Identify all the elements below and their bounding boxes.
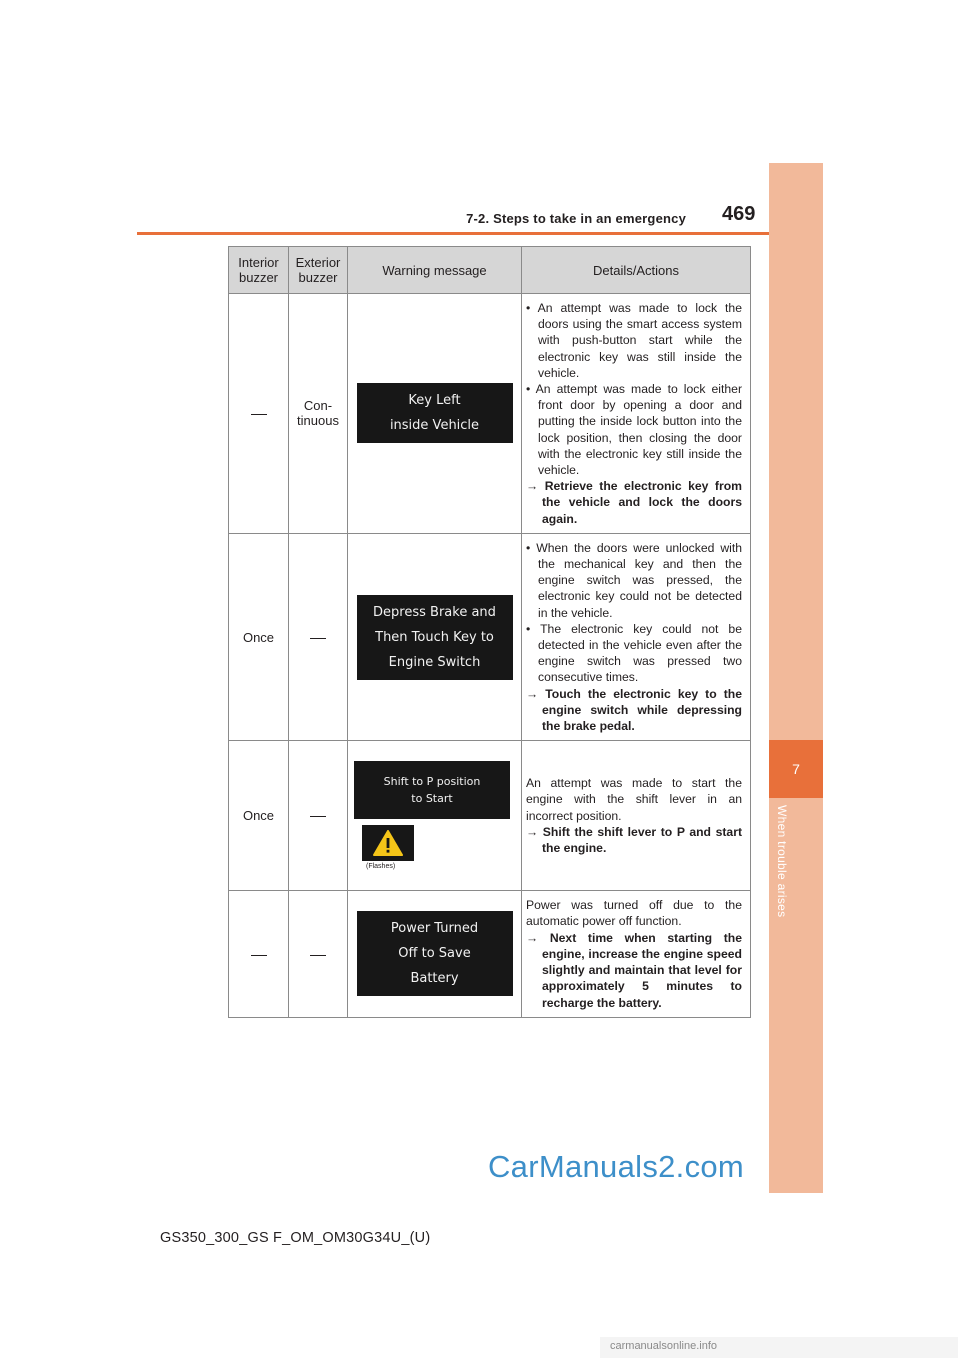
detail-bullet: • The electronic key could not be detected in the vehicle even after the engine switch was pressed two consecutive times. xyxy=(526,621,742,685)
detail-text: Power was turned off due to the automatic power off function. xyxy=(526,898,742,929)
display-image-power-turned-off xyxy=(357,911,513,996)
table-row xyxy=(229,741,751,891)
display-line: Off to Save xyxy=(398,946,471,962)
detail-text: An attempt was made to start the engine with the shift lever in an incorrect position. xyxy=(526,776,742,823)
buzzer-value: Once xyxy=(242,808,275,824)
dash xyxy=(310,816,326,817)
table-row xyxy=(229,533,751,740)
warning-message-cell xyxy=(348,533,522,740)
header-exterior-buzzer: Exterior buzzer xyxy=(289,247,348,294)
display-line: Engine Switch xyxy=(388,654,481,670)
detail-bullet: • An attempt was made to lock the doors using the smart access system with push-button start while the electronic key was still inside the vehicle. xyxy=(526,301,742,380)
detail-action: → Retrieve the electronic key from the vehicle and lock the doors again. xyxy=(526,479,743,526)
display-line: to Start xyxy=(411,792,453,806)
warning-message-cell xyxy=(348,741,522,891)
chapter-title: When trouble arises xyxy=(775,805,789,918)
display-line: Depress Brake and xyxy=(373,604,496,620)
header-interior-buzzer: Interior buzzer xyxy=(229,247,289,294)
display-image-depress-brake xyxy=(357,595,513,680)
dash xyxy=(310,638,326,639)
interior-buzzer-cell xyxy=(229,741,289,891)
watermark-logo[interactable]: CarManuals2.com xyxy=(488,1149,745,1184)
detail-bullet: • An attempt was made to lock either front door by opening a door and putting the inside lock button into the lock position, then closing the door with the electronic key still inside the vehicle. xyxy=(526,382,743,478)
dash xyxy=(251,414,267,415)
warning-message-cell xyxy=(348,294,522,534)
section-title: 7-2. Steps to take in an emergency xyxy=(466,211,686,226)
display-image-shift-to-p xyxy=(354,761,510,819)
table-row xyxy=(229,891,751,1017)
document-code: GS350_300_GS F_OM_OM30G34U_(U) xyxy=(160,1230,431,1246)
warning-triangle-icon xyxy=(373,830,403,856)
header-warning-message: Warning message xyxy=(348,247,522,294)
table-header-row xyxy=(229,247,751,294)
details-cell xyxy=(522,891,751,1017)
display-line: Key Left xyxy=(408,393,461,409)
interior-buzzer-cell xyxy=(229,294,289,534)
header-rule xyxy=(137,232,823,235)
chapter-number: 7 xyxy=(769,740,823,798)
detail-action: → Shift the shift lever to P and start the engine. xyxy=(526,824,743,856)
display-line: Then Touch Key to xyxy=(375,629,494,645)
detail-action: → Next time when starting the engine, increase the engine speed slightly and maintain that level for approximately 5 minutes to recharge the battery. xyxy=(526,930,743,1010)
warning-message-table xyxy=(228,246,751,1018)
details-cell xyxy=(522,533,751,740)
header-details-actions: Details/Actions xyxy=(522,247,751,294)
warning-indicator xyxy=(362,825,414,861)
page-number: 469 xyxy=(722,203,756,225)
display-line: Battery xyxy=(410,971,459,987)
detail-bullet: • When the doors were unlocked with the mechanical key and then the engine switch was pressed, the electronic key could not be detected in the vehicle. xyxy=(526,540,742,620)
watermark-bottom-text[interactable]: carmanualsonline.info xyxy=(610,1340,718,1352)
exterior-buzzer-cell xyxy=(289,741,348,891)
flashes-note: (Flashes) xyxy=(366,863,396,871)
exterior-buzzer-cell xyxy=(289,294,348,534)
buzzer-value: Con- tinuous xyxy=(297,398,339,429)
display-line: Shift to P position xyxy=(383,775,481,789)
warning-message-cell xyxy=(348,891,522,1017)
details-cell xyxy=(522,294,751,534)
interior-buzzer-cell xyxy=(229,533,289,740)
display-image-key-left xyxy=(357,383,513,443)
dash xyxy=(310,955,326,956)
table-row xyxy=(229,294,751,534)
display-line: Power Turned xyxy=(390,921,479,937)
dash xyxy=(251,955,267,956)
details-cell xyxy=(522,741,751,891)
detail-action: → Touch the electronic key to the engine switch while depressing the brake pedal. xyxy=(526,686,742,734)
interior-buzzer-cell xyxy=(229,891,289,1017)
exterior-buzzer-cell xyxy=(289,533,348,740)
exterior-buzzer-cell xyxy=(289,891,348,1017)
buzzer-value: Once xyxy=(242,629,275,645)
chapter-side-tab xyxy=(769,163,823,1193)
display-line: inside Vehicle xyxy=(389,418,480,434)
